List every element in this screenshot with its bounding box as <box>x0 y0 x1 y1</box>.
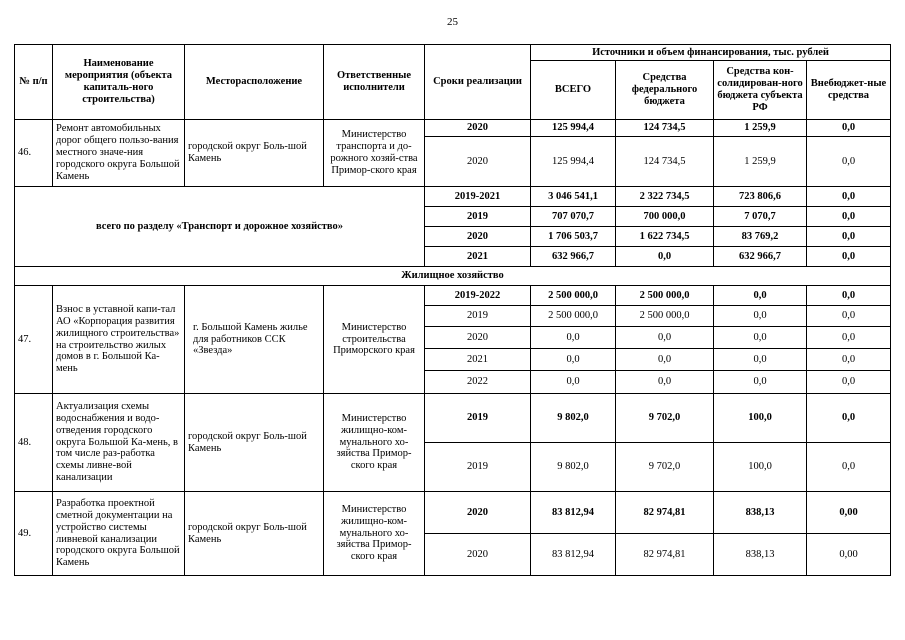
amount-regional: 632 966,7 <box>714 247 807 267</box>
amount-regional: 7 070,7 <box>714 207 807 227</box>
amount-federal: 9 702,0 <box>616 443 714 492</box>
amount-regional: 723 806,6 <box>714 187 807 207</box>
amount-federal: 0,0 <box>616 327 714 349</box>
header-executors: Ответственные исполнители <box>324 45 425 120</box>
amount-total: 83 812,94 <box>531 492 616 534</box>
amount-total: 707 070,7 <box>531 207 616 227</box>
amount-total: 0,0 <box>531 327 616 349</box>
amount-total: 2 500 000,0 <box>531 306 616 327</box>
amount-extra: 0,0 <box>807 137 891 187</box>
table-row <box>15 187 891 207</box>
term: 2020 <box>425 137 531 187</box>
term: 2019 <box>425 394 531 443</box>
amount-extra: 0,0 <box>807 120 891 137</box>
measure-name: Актуализация схемы водоснабжения и водо-отведения городского округа Большой Ка-мень, в том числе раз-работка схемы ливне-вой канализации <box>53 394 185 492</box>
header-sources: Источники и объем финансирования, тыс. рублей <box>531 45 891 61</box>
term: 2019 <box>425 306 531 327</box>
amount-regional: 0,0 <box>714 286 807 306</box>
location: г. Большой Камень жилье для работников ССК «Звезда» <box>185 286 324 394</box>
header-name: Наименование мероприятия (объекта капиталь-ного строительства) <box>53 45 185 120</box>
page-number: 25 <box>447 16 458 28</box>
table-row <box>15 120 891 137</box>
executors: Министерство жилищно-ком-мунального хо-зяйства Примор-ского края <box>324 492 425 576</box>
row-number: 46. <box>15 120 53 187</box>
amount-extra: 0,0 <box>807 394 891 443</box>
executors: Министерство строительства Приморского края <box>324 286 425 394</box>
amount-federal: 124 734,5 <box>616 137 714 187</box>
amount-extra: 0,00 <box>807 492 891 534</box>
amount-total: 83 812,94 <box>531 534 616 576</box>
amount-extra: 0,0 <box>807 306 891 327</box>
executors: Министерство жилищно-ком-мунального хо-зяйства Примор-ского края <box>324 394 425 492</box>
header-regional: Средства кон-солидирован-ного бюджета субъекта РФ <box>714 61 807 120</box>
amount-regional: 0,0 <box>714 327 807 349</box>
section-heading: Жилищное хозяйство <box>15 267 891 286</box>
amount-total: 9 802,0 <box>531 443 616 492</box>
term: 2020 <box>425 327 531 349</box>
header-total: ВСЕГО <box>531 61 616 120</box>
table-row <box>15 492 891 534</box>
amount-extra: 0,0 <box>807 227 891 247</box>
amount-regional: 1 259,9 <box>714 120 807 137</box>
location: городской округ Боль-шой Камень <box>185 120 324 187</box>
term: 2020 <box>425 492 531 534</box>
amount-extra: 0,00 <box>807 534 891 576</box>
location: городской округ Боль-шой Камень <box>185 492 324 576</box>
header-location: Месторасположение <box>185 45 324 120</box>
amount-federal: 2 322 734,5 <box>616 187 714 207</box>
table-row <box>15 267 891 286</box>
measure-name: Ремонт автомобильных дорог общего пользо-вания местного значе-ния городского округа Большой Камень <box>53 120 185 187</box>
amount-federal: 2 500 000,0 <box>616 286 714 306</box>
amount-total: 1 706 503,7 <box>531 227 616 247</box>
header-federal: Средства федерального бюджета <box>616 61 714 120</box>
header-extra: Внебюджет-ные средства <box>807 61 891 120</box>
amount-federal: 124 734,5 <box>616 120 714 137</box>
amount-total: 0,0 <box>531 371 616 394</box>
row-number: 48. <box>15 394 53 492</box>
amount-federal: 82 974,81 <box>616 534 714 576</box>
amount-total: 632 966,7 <box>531 247 616 267</box>
amount-extra: 0,0 <box>807 349 891 371</box>
term: 2022 <box>425 371 531 394</box>
amount-regional: 0,0 <box>714 349 807 371</box>
amount-regional: 83 769,2 <box>714 227 807 247</box>
amount-federal: 0,0 <box>616 349 714 371</box>
term: 2019 <box>425 207 531 227</box>
term: 2019-2021 <box>425 187 531 207</box>
amount-regional: 838,13 <box>714 492 807 534</box>
amount-regional: 100,0 <box>714 443 807 492</box>
executors: Министерство транспорта и до-рожного хозяй-ства Примор-ского края <box>324 120 425 187</box>
term: 2020 <box>425 534 531 576</box>
term: 2021 <box>425 247 531 267</box>
amount-federal: 700 000,0 <box>616 207 714 227</box>
amount-extra: 0,0 <box>807 371 891 394</box>
amount-regional: 838,13 <box>714 534 807 576</box>
amount-federal: 1 622 734,5 <box>616 227 714 247</box>
measure-name: Взнос в уставной капи-тал АО «Корпорация развития жилищного строительства» на строительство жилых домов в г. Большой Ка-мень <box>53 286 185 394</box>
amount-federal: 0,0 <box>616 247 714 267</box>
amount-regional: 100,0 <box>714 394 807 443</box>
amount-extra: 0,0 <box>807 207 891 227</box>
amount-total: 0,0 <box>531 349 616 371</box>
term: 2020 <box>425 227 531 247</box>
amount-extra: 0,0 <box>807 247 891 267</box>
amount-total: 125 994,4 <box>531 137 616 187</box>
amount-extra: 0,0 <box>807 187 891 207</box>
amount-regional: 0,0 <box>714 306 807 327</box>
term: 2019-2022 <box>425 286 531 306</box>
header-terms: Сроки реализации <box>425 45 531 120</box>
table-row <box>15 394 891 443</box>
row-number: 49. <box>15 492 53 576</box>
section-total-label: всего по разделу «Транспорт и дорожное хозяйство» <box>15 187 425 267</box>
amount-total: 3 046 541,1 <box>531 187 616 207</box>
amount-extra: 0,0 <box>807 327 891 349</box>
row-number: 47. <box>15 286 53 394</box>
amount-regional: 1 259,9 <box>714 137 807 187</box>
term: 2021 <box>425 349 531 371</box>
amount-federal: 0,0 <box>616 371 714 394</box>
location: городской округ Боль-шой Камень <box>185 394 324 492</box>
amount-federal: 82 974,81 <box>616 492 714 534</box>
table-row <box>15 286 891 306</box>
amount-federal: 9 702,0 <box>616 394 714 443</box>
amount-total: 125 994,4 <box>531 120 616 137</box>
amount-total: 2 500 000,0 <box>531 286 616 306</box>
term: 2019 <box>425 443 531 492</box>
header-num: № п/п <box>15 45 53 120</box>
amount-regional: 0,0 <box>714 371 807 394</box>
amount-federal: 2 500 000,0 <box>616 306 714 327</box>
amount-extra: 0,0 <box>807 443 891 492</box>
financing-table <box>14 44 891 576</box>
amount-total: 9 802,0 <box>531 394 616 443</box>
term: 2020 <box>425 120 531 137</box>
measure-name: Разработка проектной сметной документации на устройство системы ливневой канализации городского округа Большой Камень <box>53 492 185 576</box>
amount-extra: 0,0 <box>807 286 891 306</box>
